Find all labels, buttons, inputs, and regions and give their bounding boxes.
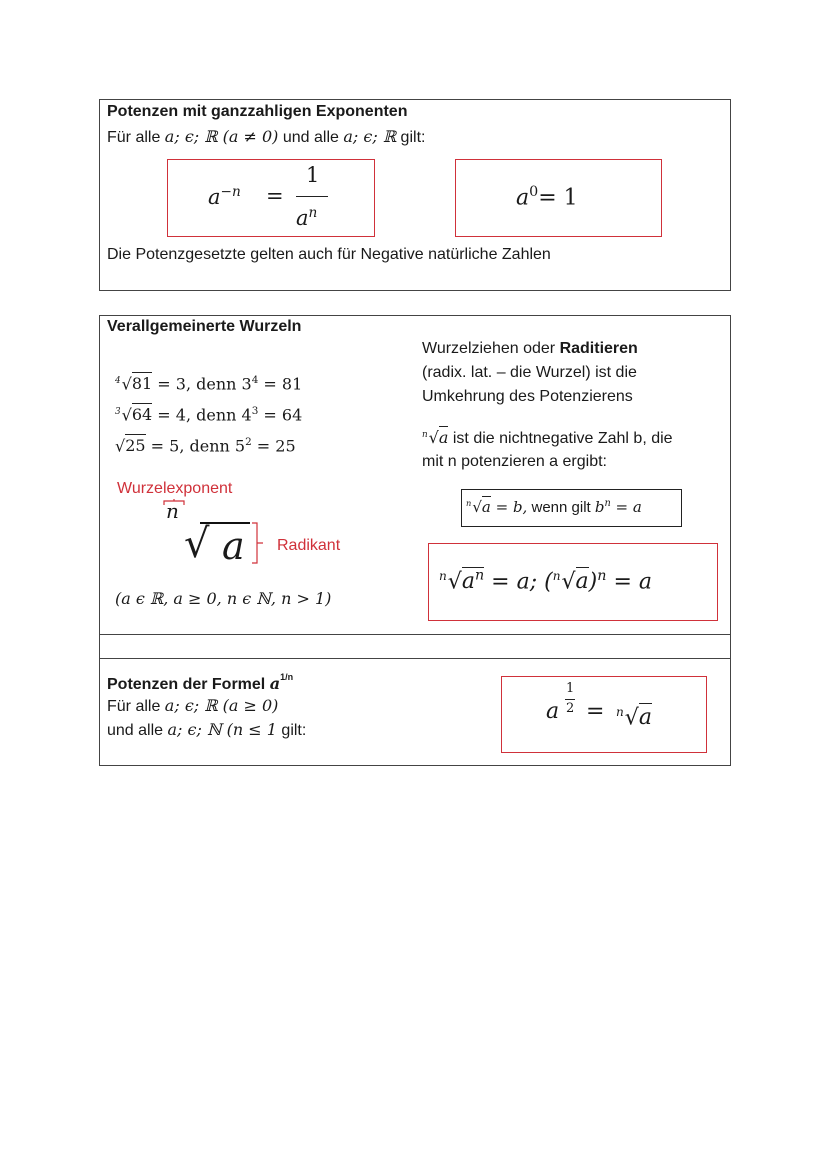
exponent: 0	[529, 184, 539, 200]
radicand: a	[438, 428, 449, 448]
root-index: 3	[115, 407, 121, 417]
section2-title: Verallgemeinerte Wurzeln	[107, 318, 302, 335]
exponent: 2	[245, 435, 252, 448]
exponent: −n	[220, 184, 241, 200]
root-example: √25 = 5, denn $5^2 = 25$	[115, 435, 296, 455]
text: gilt:	[276, 722, 307, 739]
radicand: a	[481, 498, 491, 516]
text: = 25	[251, 435, 296, 455]
exponent-denominator: 2	[566, 701, 575, 716]
root-index: n	[422, 430, 428, 440]
math: a; ϵ; ℝ (a ≥ 0)	[164, 696, 279, 715]
root-description	[422, 337, 638, 409]
text: = 5, denn 5	[150, 435, 246, 455]
fraction-bar	[565, 699, 575, 700]
equals: =	[266, 184, 284, 208]
definition-formula: $^n$√a = b, wenn gilt $b^n = a$	[466, 498, 642, 516]
domain-condition: (a ϵ ℝ, a ≥ 0, n ϵ ℕ, n > 1)	[115, 589, 332, 608]
formula-lhs	[208, 184, 241, 209]
root-index: n	[616, 705, 624, 719]
base: a	[546, 699, 560, 724]
base: a	[208, 185, 221, 209]
root-definition: $^n$√a ist die nichtnegative Zahl b, die mit n potenzieren a ergibt:	[422, 424, 673, 473]
root-example: $^3$√64 = 4, denn $4^3 = 64$	[115, 404, 303, 425]
text: und alle	[107, 722, 168, 739]
text: = 4, denn 4	[157, 405, 252, 425]
section3-line1	[107, 696, 278, 716]
base: a	[269, 674, 281, 693]
text: Für alle	[107, 129, 165, 146]
text: und alle	[278, 129, 344, 146]
root-examples	[115, 367, 302, 459]
radicand	[462, 567, 484, 594]
text: ist die nichtnegative Zahl b, die	[448, 430, 673, 448]
root-index: n	[552, 568, 561, 583]
root-index: 4	[115, 376, 121, 387]
fraction-bar	[296, 196, 328, 197]
math: = a; (	[484, 569, 553, 595]
text: = 3, denn 3	[157, 374, 252, 394]
term-raditieren: Raditieren	[559, 340, 638, 357]
formula-box-zero-exponent	[455, 159, 662, 237]
root-example: $^4$√81 = 3, denn $3^4 = 81$	[115, 374, 303, 394]
exponent: n	[308, 205, 318, 221]
denominator	[296, 199, 317, 232]
text: gilt:	[396, 129, 426, 146]
divider	[99, 634, 730, 635]
text: = 81	[258, 374, 303, 394]
text: Potenzen der Formel	[107, 676, 270, 693]
section1-note: Die Potenzgesetzte gelten auch für Negative natürliche Zahlen	[107, 246, 551, 263]
formula-box-fractional-exponent	[501, 676, 707, 753]
root-power-formula: $^n√a^n = a$; $(^n√a)^n = a$	[439, 568, 653, 595]
radicand: 25	[125, 435, 146, 455]
text: Umkehrung des Potenzierens	[422, 388, 633, 405]
exponent: n	[604, 498, 611, 509]
radicand: a	[575, 569, 589, 595]
definition-box	[461, 489, 682, 527]
numerator: 1	[306, 163, 320, 187]
math: b	[594, 498, 605, 516]
text: mit n potenzieren a ergibt:	[422, 453, 607, 471]
text: = 64	[258, 405, 303, 425]
section1-condition	[107, 127, 425, 147]
math: = b,	[490, 498, 528, 516]
root-index: n	[439, 568, 447, 583]
equals: =	[586, 699, 605, 724]
rhs: = 1	[538, 185, 578, 211]
section3-line2	[107, 720, 306, 740]
root-formula: $^n$√a	[616, 705, 652, 731]
formula-box-negative-exponent	[167, 159, 375, 237]
base: a	[516, 185, 530, 211]
radicand: a	[638, 705, 652, 731]
diagram-radicand: a	[222, 524, 245, 568]
label-radicand: Radikant	[277, 537, 341, 554]
formula-box-root-power	[428, 543, 718, 621]
math: = a	[606, 569, 653, 595]
section3-title	[107, 672, 293, 694]
diagram-index: n	[166, 499, 179, 523]
text: wenn gilt	[527, 499, 595, 516]
math: a; ϵ; ℝ (a ≠ 0)	[164, 127, 279, 146]
math: = a	[610, 498, 642, 516]
divider	[99, 658, 730, 659]
math: )	[588, 569, 598, 595]
exponent: 3	[251, 404, 259, 417]
text: Für alle	[107, 698, 165, 715]
math: a; ϵ; ℕ (n ≤ 1	[167, 720, 277, 739]
exponent: 1/n	[280, 672, 294, 682]
base: a	[296, 206, 309, 230]
radicand: 81	[131, 374, 153, 394]
base: a	[461, 569, 475, 595]
text: (radix. lat. – die Wurzel) ist die	[422, 364, 637, 381]
root-index: n	[466, 498, 472, 509]
radicand: 64	[131, 405, 153, 425]
exponent-numerator: 1	[566, 681, 575, 696]
exponent: 4	[251, 374, 259, 386]
radical-sign: √	[184, 521, 210, 567]
exponent: n	[597, 568, 607, 584]
exponent: n	[474, 568, 485, 584]
text: Wurzelziehen oder	[422, 340, 560, 357]
label-root-exponent: Wurzelexponent	[117, 480, 233, 497]
section1-title: Potenzen mit ganzzahligen Exponenten	[107, 103, 408, 120]
formula-zero	[516, 184, 578, 210]
math: a; ϵ; ℝ	[343, 127, 397, 146]
